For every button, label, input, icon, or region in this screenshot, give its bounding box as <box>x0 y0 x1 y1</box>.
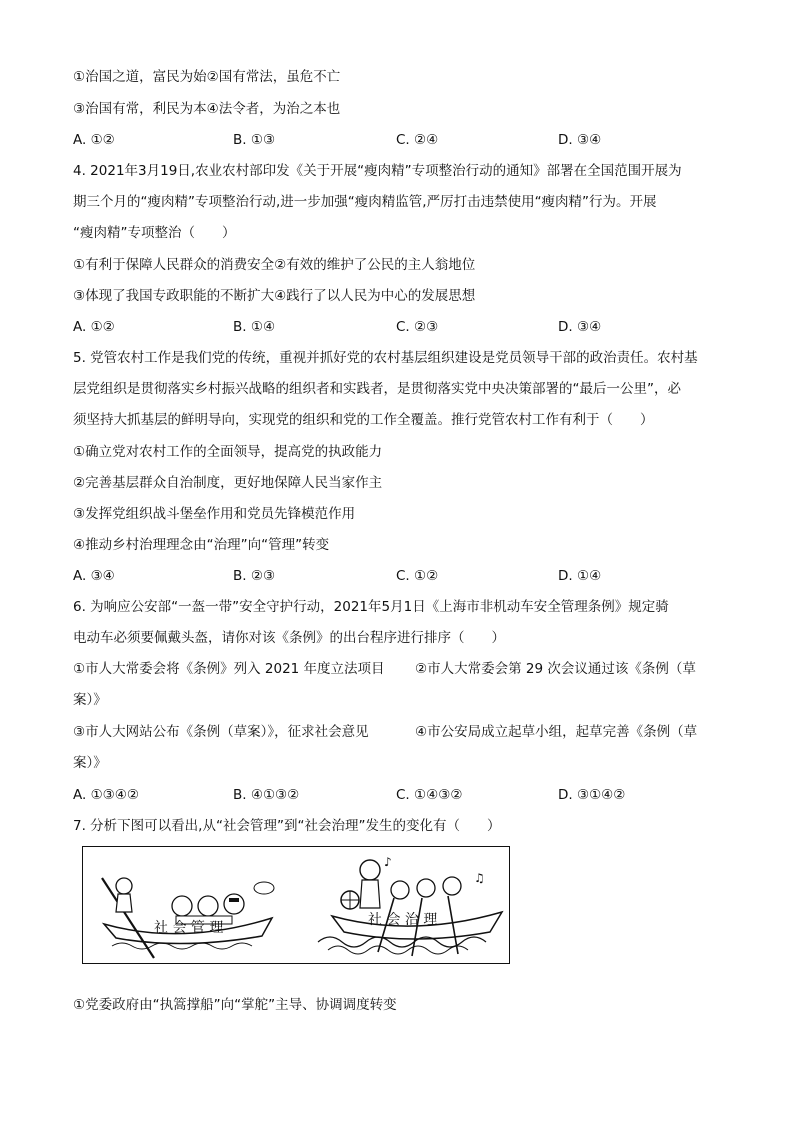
right-boat-label: 社 会 治 理 <box>368 912 438 928</box>
q4-stem-line-1: 4. 2021年3月19日,农业农村部印发《关于开展“瘦肉精”专项整治行动的通知》部署在全国范围开展为 <box>73 163 682 179</box>
q3-option-a[interactable]: A. ①② <box>73 132 115 148</box>
q5-statement-2: ②完善基层群众自治制度，更好地保障人民当家作主 <box>73 475 383 491</box>
q6-option-a[interactable]: A. ①③④② <box>73 787 139 803</box>
q5-options <box>73 567 733 585</box>
q4-option-d[interactable]: D. ③④ <box>558 319 602 335</box>
q7-statement-1: ①党委政府由“执篙撑船”向“掌舵”主导、协调调度转变 <box>73 997 397 1013</box>
q6-options <box>73 786 733 804</box>
q4-options <box>73 318 733 336</box>
q3-statement-3-4: ③治国有常，利民为本④法令者，为治之本也 <box>73 101 341 117</box>
left-boat-label: 社 会 管 理 <box>154 920 224 936</box>
q5-option-d[interactable]: D. ①④ <box>558 568 602 584</box>
q5-option-a[interactable]: A. ③④ <box>73 568 115 584</box>
q6-option-d[interactable]: D. ③①④② <box>558 787 626 803</box>
q6-stem-line-2: 电动车必须要佩戴头盔，请你对该《条例》的出台程序进行排序（ ） <box>73 630 505 646</box>
q6-statement-row-2 <box>73 723 723 741</box>
q3-options <box>73 131 733 149</box>
q5-option-b[interactable]: B. ②③ <box>233 568 276 584</box>
q6-statement-4-continued: 案）》 <box>73 755 107 771</box>
q3-option-b[interactable]: B. ①③ <box>233 132 276 148</box>
q5-statement-4: ④推动乡村治理理念由“治理”向“管理”转变 <box>73 537 330 553</box>
q4-option-a[interactable]: A. ①② <box>73 319 115 335</box>
q6-statement-2: ②市人大常委会第 29 次会议通过该《条例（草 <box>415 661 696 677</box>
q6-option-b[interactable]: B. ④①③② <box>233 787 300 803</box>
q4-stem-line-3: “瘦肉精”专项整治（ ） <box>73 225 236 241</box>
q3-option-d[interactable]: D. ③④ <box>558 132 602 148</box>
q3-statement-1-2: ①治国之道，富民为始②国有常法，虽危不亡 <box>73 69 341 85</box>
q7-cartoon-figure <box>82 846 510 964</box>
q4-statement-1-2: ①有利于保障人民群众的消费安全②有效的维护了公民的主人翁地位 <box>73 257 476 273</box>
q4-stem-line-2: 期三个月的“瘦肉精”专项整治行动,进一步加强“瘦肉精监管,严厉打击违禁使用“瘦肉精”行为。开展 <box>73 194 657 210</box>
q5-stem-line-2: 层党组织是贯彻落实乡村振兴战略的组织者和实践者，是贯彻落实党中央决策部署的“最后一公里”，必 <box>73 381 681 397</box>
q5-stem-line-1: 5. 党管农村工作是我们党的传统，重视并抓好党的农村基层组织建设是党员领导干部的政治责任。农村基 <box>73 350 698 366</box>
q4-option-b[interactable]: B. ①④ <box>233 319 276 335</box>
q6-statement-3: ③市人大网站公布《条例（草案）》，征求社会意见 <box>73 724 369 740</box>
q5-statement-1: ①确立党对农村工作的全面领导，提高党的执政能力 <box>73 444 383 460</box>
q5-stem-line-3: 须坚持大抓基层的鲜明导向，实现党的组织和党的工作全覆盖。推行党管农村工作有利于（ ） <box>73 412 654 428</box>
q6-statement-4: ④市公安局成立起草小组，起草完善《条例（草 <box>415 724 698 740</box>
q4-statement-3-4: ③体现了我国专政职能的不断扩大④践行了以人民为中心的发展思想 <box>73 288 476 304</box>
q6-statement-1: ①市人大常委会将《条例》列入 2021 年度立法项目 <box>73 661 385 677</box>
q3-option-c[interactable]: C. ②④ <box>396 132 439 148</box>
q6-option-c[interactable]: C. ①④③② <box>396 787 463 803</box>
q7-stem-line-1: 7. 分析下图可以看出,从“社会管理”到“社会治理”发生的变化有（ ） <box>73 818 501 834</box>
svg-text:♪: ♪ <box>384 855 392 869</box>
q6-stem-line-1: 6. 为响应公安部“一盔一带”安全守护行动，2021年5月1日《上海市非机动车安全管理条例》规定骑 <box>73 599 669 615</box>
q4-option-c[interactable]: C. ②③ <box>396 319 439 335</box>
q5-statement-3: ③发挥党组织战斗堡垒作用和党员先锋模范作用 <box>73 506 356 522</box>
cartoon-illustration <box>82 846 510 964</box>
q6-statement-2-continued: 案）》 <box>73 692 107 708</box>
q5-option-c[interactable]: C. ①② <box>396 568 439 584</box>
q6-statement-row-1 <box>73 660 723 678</box>
svg-text:♫: ♫ <box>474 871 485 885</box>
